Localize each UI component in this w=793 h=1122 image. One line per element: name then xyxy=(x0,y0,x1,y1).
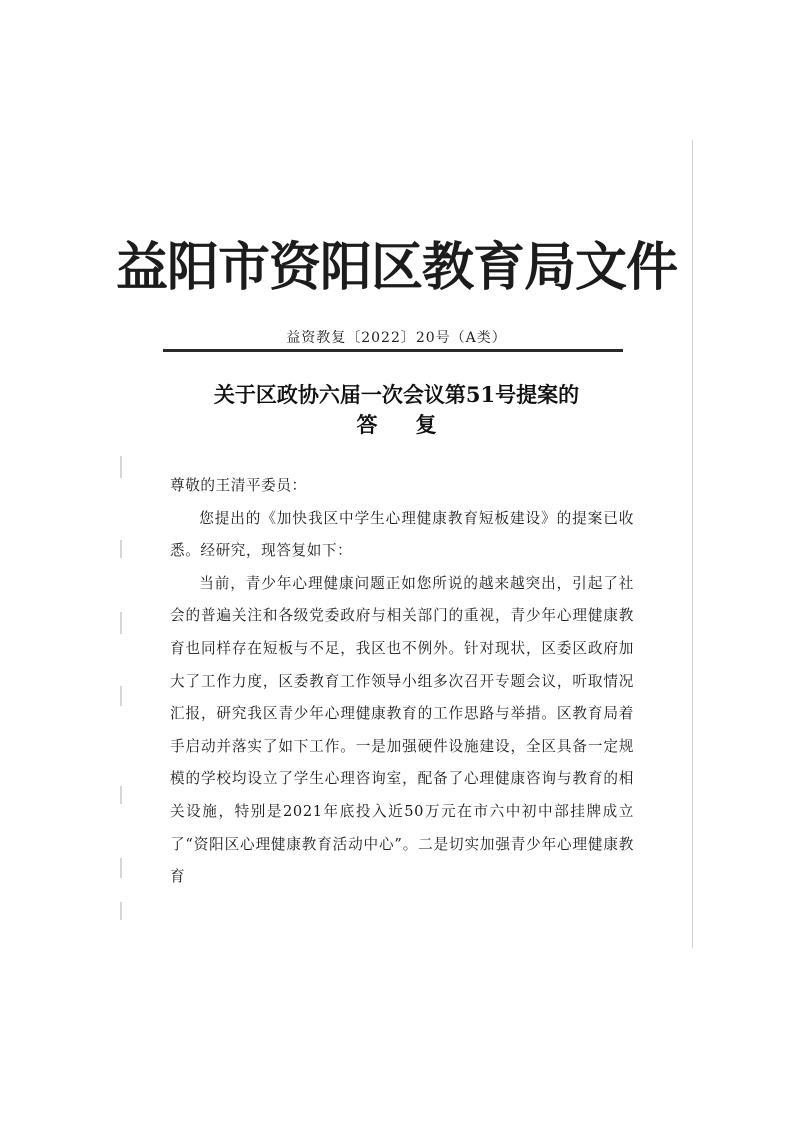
margin-mark xyxy=(120,686,122,706)
margin-mark xyxy=(120,612,122,634)
title-line-1: 关于区政协六届一次会议第51号提案的 xyxy=(213,382,580,407)
issuer-title: 益阳市资阳区教育局文件 xyxy=(115,238,677,298)
document-number: 益资教复〔2022〕20号（A类） xyxy=(286,330,507,346)
body-paragraph: 当前，青少年心理健康问题正如您所说的越来越突出，引起了社会的普遍关注和各级党委政府与相关部门的重视，青少年心理健康教育也同样存在短板与不足，我区也不例外。针对现状，区委区政府加大了工作力度，区委教育工作领导小组多次召开专题会议，听取情况汇报，研究我区青少年心理健康教育的工作思路与举措。区教育局着手启动并落实了如下工作。一是加强硬件设施建设，全区具备一定规模的学校均设立了学生心理咨询室，配备了心理健康咨询与教育的相关设施，特别是2021年底投入近50万元在市六中初中部挂牌成立了“资阳区心理健康教育活动中心”。二是切实加强青少年心理健康教育 xyxy=(170,574,634,886)
header-divider xyxy=(163,349,623,352)
body-paragraph: 您提出的《加快我区中学生心理健康教育短板建设》的提案已收悉。经研究，现答复如下： xyxy=(170,509,634,560)
margin-mark xyxy=(120,786,122,804)
document-title xyxy=(0,380,793,440)
salutation: 尊敬的王清平委员： xyxy=(170,477,307,494)
title-line-2: 答复 xyxy=(356,412,475,437)
margin-mark xyxy=(120,540,122,558)
margin-mark xyxy=(120,456,122,478)
margin-mark xyxy=(120,902,122,920)
document-body xyxy=(170,470,634,894)
margin-mark xyxy=(120,858,122,878)
